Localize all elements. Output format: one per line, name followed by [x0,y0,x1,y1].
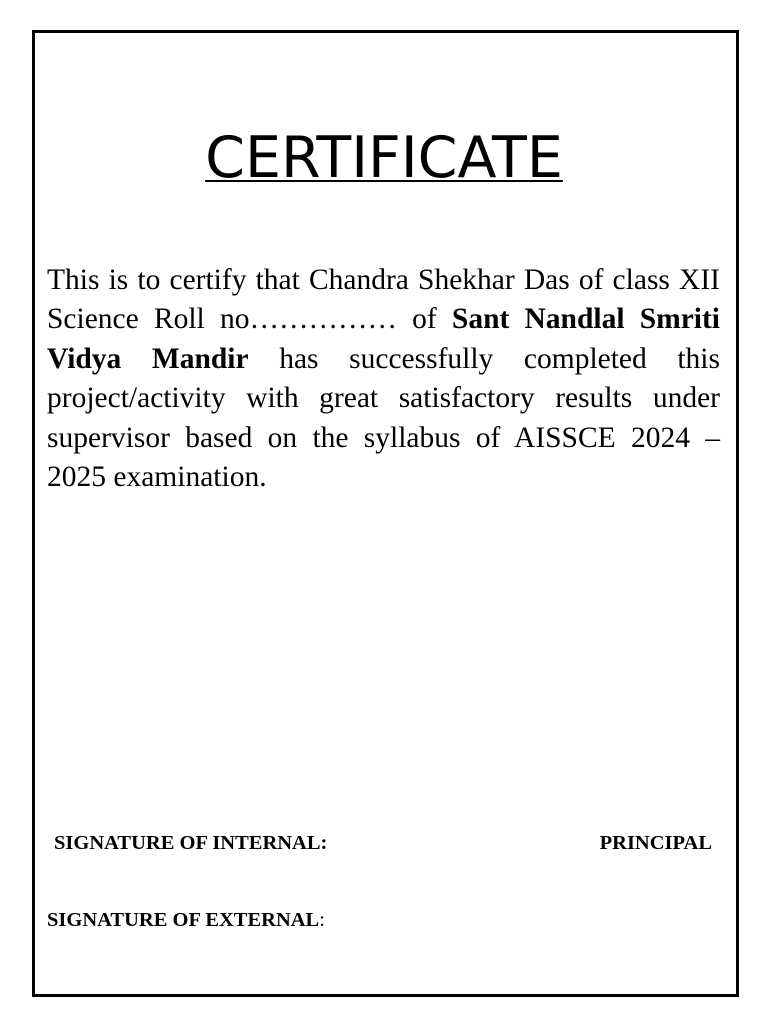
certificate-body-rest: has successfully completed this project/activity with great satisfactory results under supervisor based on the syllabus of AISSCE 2024 – 2025 examination. [47,342,720,494]
certificate-body-intro: This is to certify that Chandra Shekhar Das of class XII Science Roll no…………… of [47,264,720,336]
signature-internal-label: SIGNATURE OF INTERNAL: [54,832,328,854]
school-name: Sant Nandlal Smriti Vidya Mandir [47,303,721,375]
certificate-title [0,124,768,192]
principal-label: PRINCIPAL [599,832,712,854]
signature-external-colon: : [319,909,325,931]
certificate-title-text: CERTIFICATE [205,125,563,191]
signature-external-text: SIGNATURE OF EXTERNAL [47,909,320,931]
certificate-body [47,261,720,497]
signature-external-label [47,907,325,933]
